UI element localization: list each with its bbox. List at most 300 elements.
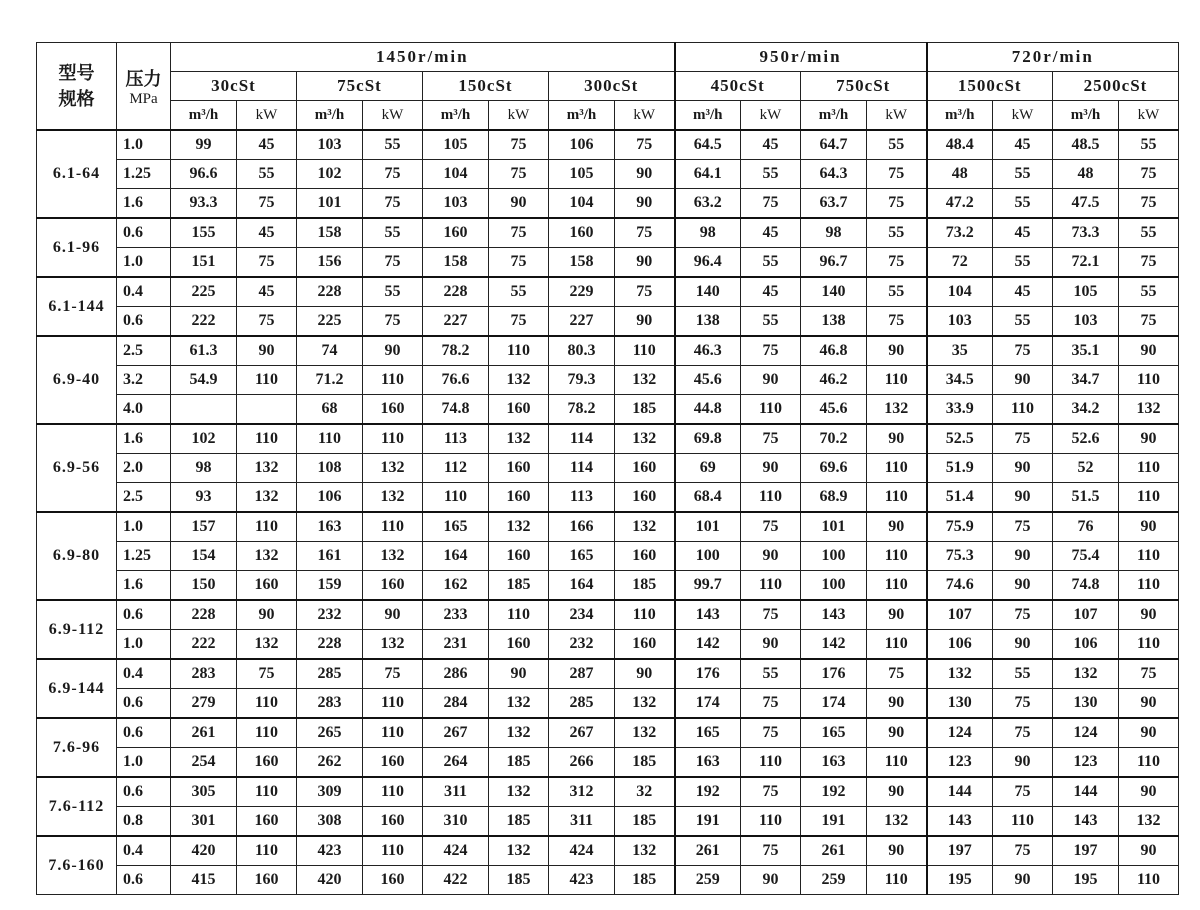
power-cell: 90 (489, 659, 549, 689)
power-cell: 132 (489, 718, 549, 748)
power-cell: 110 (867, 866, 927, 895)
flow-cell: 114 (549, 424, 615, 454)
flow-cell: 44.8 (675, 395, 741, 425)
flow-cell: 157 (171, 512, 237, 542)
power-cell: 90 (237, 336, 297, 366)
table-header (37, 43, 1179, 131)
flow-cell: 48.4 (927, 130, 993, 160)
power-cell: 75 (615, 277, 675, 307)
flow-cell: 227 (423, 307, 489, 337)
flow-cell: 262 (297, 748, 363, 778)
power-cell: 90 (615, 307, 675, 337)
power-cell: 110 (1119, 483, 1179, 513)
flow-cell: 228 (423, 277, 489, 307)
power-cell: 90 (993, 454, 1053, 483)
power-cell: 132 (615, 689, 675, 719)
flow-cell: 124 (1053, 718, 1119, 748)
flow-cell: 150 (171, 571, 237, 601)
power-cell: 160 (237, 866, 297, 895)
model-cell: 6.1-96 (37, 218, 117, 277)
flow-cell: 158 (549, 248, 615, 278)
flow-cell: 46.3 (675, 336, 741, 366)
flow-cell: 110 (297, 424, 363, 454)
power-unit-header: kW (237, 101, 297, 131)
flow-unit-header: m³/h (801, 101, 867, 131)
power-cell: 110 (741, 571, 801, 601)
pump-spec-table-container (36, 42, 1179, 895)
power-cell: 55 (1119, 277, 1179, 307)
flow-cell: 47.2 (927, 189, 993, 219)
flow-cell: 78.2 (549, 395, 615, 425)
flow-cell: 73.2 (927, 218, 993, 248)
flow-cell: 114 (549, 454, 615, 483)
power-cell: 110 (741, 748, 801, 778)
flow-cell: 103 (297, 130, 363, 160)
power-cell: 90 (867, 836, 927, 866)
pressure-header-unit: MPa (129, 90, 158, 107)
pressure-cell: 1.0 (117, 512, 171, 542)
power-cell: 90 (615, 659, 675, 689)
flow-cell: 265 (297, 718, 363, 748)
power-cell: 110 (1119, 571, 1179, 601)
flow-cell: 151 (171, 248, 237, 278)
power-cell: 90 (993, 630, 1053, 660)
flow-cell: 420 (171, 836, 237, 866)
flow-cell (171, 395, 237, 425)
power-cell: 90 (741, 454, 801, 483)
power-cell: 110 (615, 336, 675, 366)
flow-unit-header: m³/h (171, 101, 237, 131)
power-unit-header: kW (867, 101, 927, 131)
flow-cell: 45.6 (675, 366, 741, 395)
power-cell: 160 (615, 630, 675, 660)
power-cell: 90 (1119, 689, 1179, 719)
power-cell: 110 (615, 600, 675, 630)
flow-cell: 140 (675, 277, 741, 307)
flow-cell: 78.2 (423, 336, 489, 366)
flow-cell: 142 (801, 630, 867, 660)
model-cell: 6.1-64 (37, 130, 117, 218)
flow-cell: 164 (423, 542, 489, 571)
table-row (37, 777, 1179, 807)
power-cell: 55 (867, 218, 927, 248)
power-cell: 45 (237, 130, 297, 160)
model-cell: 6.9-144 (37, 659, 117, 718)
power-cell: 90 (867, 718, 927, 748)
flow-cell: 79.3 (549, 366, 615, 395)
flow-cell: 311 (423, 777, 489, 807)
table-row (37, 483, 1179, 513)
flow-cell: 99 (171, 130, 237, 160)
power-cell: 75 (489, 307, 549, 337)
flow-cell: 130 (1053, 689, 1119, 719)
flow-cell: 234 (549, 600, 615, 630)
power-cell: 32 (615, 777, 675, 807)
table-row (37, 571, 1179, 601)
pressure-cell: 1.25 (117, 542, 171, 571)
power-cell: 110 (1119, 454, 1179, 483)
power-cell: 132 (489, 689, 549, 719)
flow-cell: 261 (675, 836, 741, 866)
power-cell: 90 (867, 600, 927, 630)
flow-cell: 301 (171, 807, 237, 837)
flow-cell: 69 (675, 454, 741, 483)
flow-cell: 143 (801, 600, 867, 630)
viscosity-header: 150cSt (423, 72, 549, 101)
power-cell: 45 (237, 218, 297, 248)
power-cell: 110 (1119, 366, 1179, 395)
flow-unit-header: m³/h (423, 101, 489, 131)
power-cell: 75 (741, 189, 801, 219)
flow-cell: 69.8 (675, 424, 741, 454)
flow-cell: 110 (423, 483, 489, 513)
flow-cell: 312 (549, 777, 615, 807)
power-cell: 110 (867, 630, 927, 660)
flow-cell: 285 (549, 689, 615, 719)
flow-cell: 46.8 (801, 336, 867, 366)
flow-cell: 72 (927, 248, 993, 278)
power-cell: 55 (1119, 130, 1179, 160)
table-row (37, 277, 1179, 307)
model-cell: 6.9-80 (37, 512, 117, 600)
flow-cell: 68.9 (801, 483, 867, 513)
power-cell: 90 (867, 689, 927, 719)
power-cell: 75 (993, 512, 1053, 542)
power-cell: 90 (1119, 600, 1179, 630)
power-cell: 90 (993, 542, 1053, 571)
flow-cell: 113 (549, 483, 615, 513)
power-cell: 75 (615, 218, 675, 248)
power-cell: 90 (1119, 777, 1179, 807)
power-cell: 132 (489, 836, 549, 866)
flow-cell: 233 (423, 600, 489, 630)
pressure-cell: 1.6 (117, 189, 171, 219)
flow-cell: 52 (1053, 454, 1119, 483)
flow-cell: 71.2 (297, 366, 363, 395)
flow-cell: 74.8 (423, 395, 489, 425)
power-cell: 160 (363, 748, 423, 778)
pressure-cell: 2.5 (117, 336, 171, 366)
power-cell: 132 (867, 807, 927, 837)
flow-cell: 163 (675, 748, 741, 778)
power-cell: 132 (489, 777, 549, 807)
speed-header: 720r/min (927, 43, 1179, 72)
flow-cell: 261 (801, 836, 867, 866)
flow-cell: 422 (423, 866, 489, 895)
power-cell: 55 (993, 307, 1053, 337)
flow-cell: 225 (297, 307, 363, 337)
power-cell: 90 (993, 866, 1053, 895)
table-row (37, 630, 1179, 660)
flow-cell: 35 (927, 336, 993, 366)
flow-cell: 51.5 (1053, 483, 1119, 513)
power-cell: 45 (741, 130, 801, 160)
flow-cell: 423 (297, 836, 363, 866)
flow-cell: 103 (927, 307, 993, 337)
flow-cell: 105 (423, 130, 489, 160)
power-cell: 75 (867, 189, 927, 219)
power-cell: 185 (615, 807, 675, 837)
power-cell: 90 (993, 571, 1053, 601)
power-cell: 110 (363, 512, 423, 542)
flow-unit-header: m³/h (927, 101, 993, 131)
flow-cell: 74.6 (927, 571, 993, 601)
power-cell: 110 (741, 807, 801, 837)
power-cell: 132 (237, 630, 297, 660)
power-cell: 45 (993, 218, 1053, 248)
power-cell: 55 (993, 659, 1053, 689)
flow-cell: 164 (549, 571, 615, 601)
power-cell: 75 (867, 248, 927, 278)
power-cell: 160 (237, 807, 297, 837)
flow-cell: 264 (423, 748, 489, 778)
flow-cell: 166 (549, 512, 615, 542)
power-cell: 160 (363, 866, 423, 895)
power-cell: 90 (363, 600, 423, 630)
flow-cell: 105 (549, 160, 615, 189)
power-cell: 75 (1119, 248, 1179, 278)
power-unit-header: kW (363, 101, 423, 131)
flow-cell: 254 (171, 748, 237, 778)
power-cell: 132 (489, 512, 549, 542)
power-cell: 75 (615, 130, 675, 160)
flow-cell: 195 (927, 866, 993, 895)
power-cell: 55 (489, 277, 549, 307)
power-cell: 185 (615, 748, 675, 778)
flow-cell: 140 (801, 277, 867, 307)
flow-cell: 284 (423, 689, 489, 719)
flow-cell: 159 (297, 571, 363, 601)
table-row (37, 866, 1179, 895)
power-cell: 55 (993, 248, 1053, 278)
flow-cell: 285 (297, 659, 363, 689)
flow-cell: 232 (549, 630, 615, 660)
power-cell: 75 (237, 248, 297, 278)
pressure-cell: 0.6 (117, 866, 171, 895)
flow-cell: 46.2 (801, 366, 867, 395)
power-cell: 132 (237, 454, 297, 483)
speed-header: 1450r/min (171, 43, 675, 72)
flow-cell: 143 (1053, 807, 1119, 837)
flow-cell: 51.4 (927, 483, 993, 513)
flow-cell: 310 (423, 807, 489, 837)
flow-cell: 132 (1053, 659, 1119, 689)
power-cell: 90 (867, 777, 927, 807)
power-cell: 75 (237, 189, 297, 219)
power-cell: 160 (363, 807, 423, 837)
flow-cell: 34.5 (927, 366, 993, 395)
table-row (37, 807, 1179, 837)
power-cell: 132 (615, 424, 675, 454)
power-cell: 132 (615, 366, 675, 395)
power-cell: 75 (741, 689, 801, 719)
model-cell: 6.9-112 (37, 600, 117, 659)
power-cell: 110 (867, 454, 927, 483)
power-cell: 75 (867, 160, 927, 189)
flow-cell: 174 (675, 689, 741, 719)
viscosity-header: 2500cSt (1053, 72, 1179, 101)
power-cell: 185 (615, 866, 675, 895)
flow-cell: 309 (297, 777, 363, 807)
power-cell: 110 (867, 483, 927, 513)
power-cell: 55 (237, 160, 297, 189)
power-cell: 55 (1119, 218, 1179, 248)
power-cell: 75 (993, 718, 1053, 748)
flow-unit-header: m³/h (1053, 101, 1119, 131)
model-header-line1: 型号 (58, 63, 95, 83)
flow-cell: 176 (675, 659, 741, 689)
flow-cell: 64.1 (675, 160, 741, 189)
pressure-cell: 0.4 (117, 659, 171, 689)
power-cell: 132 (363, 542, 423, 571)
flow-cell: 104 (423, 160, 489, 189)
flow-cell: 100 (801, 542, 867, 571)
pressure-header-label: 压力 (125, 68, 162, 89)
power-cell: 75 (237, 307, 297, 337)
power-cell: 55 (741, 659, 801, 689)
flow-cell: 100 (675, 542, 741, 571)
flow-cell: 48.5 (1053, 130, 1119, 160)
flow-cell: 34.7 (1053, 366, 1119, 395)
flow-cell: 160 (549, 218, 615, 248)
power-cell: 110 (363, 366, 423, 395)
power-unit-header: kW (1119, 101, 1179, 131)
flow-cell: 165 (549, 542, 615, 571)
power-cell: 75 (1119, 659, 1179, 689)
power-cell: 132 (363, 483, 423, 513)
flow-cell: 101 (297, 189, 363, 219)
power-cell: 110 (489, 336, 549, 366)
flow-cell: 163 (297, 512, 363, 542)
power-cell: 75 (741, 777, 801, 807)
pressure-cell: 0.6 (117, 777, 171, 807)
power-cell: 90 (1119, 836, 1179, 866)
power-cell: 132 (489, 424, 549, 454)
power-cell: 90 (1119, 424, 1179, 454)
power-cell: 75 (489, 218, 549, 248)
flow-cell: 228 (297, 277, 363, 307)
power-cell: 110 (1119, 630, 1179, 660)
flow-cell: 161 (297, 542, 363, 571)
flow-cell: 76.6 (423, 366, 489, 395)
model-header (37, 43, 117, 131)
power-cell: 132 (237, 542, 297, 571)
power-cell: 75 (1119, 160, 1179, 189)
table-row (37, 542, 1179, 571)
power-cell: 90 (993, 366, 1053, 395)
power-cell: 110 (363, 689, 423, 719)
flow-cell: 102 (171, 424, 237, 454)
flow-cell: 105 (1053, 277, 1119, 307)
flow-cell: 75.3 (927, 542, 993, 571)
power-cell: 160 (237, 748, 297, 778)
flow-cell: 101 (675, 512, 741, 542)
power-cell: 185 (489, 866, 549, 895)
power-cell: 55 (363, 277, 423, 307)
flow-cell: 107 (927, 600, 993, 630)
power-cell: 75 (993, 689, 1053, 719)
power-cell: 132 (489, 366, 549, 395)
power-cell: 90 (1119, 512, 1179, 542)
power-cell: 160 (237, 571, 297, 601)
flow-cell: 261 (171, 718, 237, 748)
model-cell: 6.9-56 (37, 424, 117, 512)
pressure-cell: 0.4 (117, 836, 171, 866)
flow-cell: 311 (549, 807, 615, 837)
power-cell: 110 (363, 836, 423, 866)
power-cell: 45 (993, 277, 1053, 307)
power-unit-header: kW (615, 101, 675, 131)
power-cell: 75 (363, 248, 423, 278)
flow-cell: 308 (297, 807, 363, 837)
flow-cell: 415 (171, 866, 237, 895)
power-cell: 110 (867, 366, 927, 395)
flow-cell: 232 (297, 600, 363, 630)
flow-cell: 143 (675, 600, 741, 630)
power-cell: 75 (867, 659, 927, 689)
power-cell: 110 (867, 542, 927, 571)
flow-cell: 68.4 (675, 483, 741, 513)
flow-cell: 98 (171, 454, 237, 483)
flow-cell: 144 (1053, 777, 1119, 807)
flow-cell: 165 (423, 512, 489, 542)
pressure-cell: 0.6 (117, 689, 171, 719)
power-cell: 132 (363, 454, 423, 483)
flow-cell: 108 (297, 454, 363, 483)
table-row (37, 600, 1179, 630)
power-cell: 90 (615, 248, 675, 278)
power-cell: 110 (237, 689, 297, 719)
flow-cell: 103 (1053, 307, 1119, 337)
viscosity-header: 450cSt (675, 72, 801, 101)
table-row (37, 130, 1179, 160)
flow-cell: 63.7 (801, 189, 867, 219)
flow-cell: 68 (297, 395, 363, 425)
power-cell: 75 (993, 336, 1053, 366)
viscosity-header: 30cSt (171, 72, 297, 101)
flow-unit-header: m³/h (549, 101, 615, 131)
flow-cell: 138 (801, 307, 867, 337)
flow-cell: 102 (297, 160, 363, 189)
flow-cell: 423 (549, 866, 615, 895)
power-cell: 110 (237, 718, 297, 748)
flow-cell: 195 (1053, 866, 1119, 895)
power-cell: 75 (867, 307, 927, 337)
pressure-cell: 0.6 (117, 718, 171, 748)
power-cell: 132 (615, 512, 675, 542)
viscosity-header: 1500cSt (927, 72, 1053, 101)
table-row (37, 689, 1179, 719)
power-cell: 55 (741, 160, 801, 189)
flow-cell: 283 (297, 689, 363, 719)
power-cell: 160 (615, 454, 675, 483)
power-cell: 160 (615, 483, 675, 513)
flow-cell: 113 (423, 424, 489, 454)
flow-cell: 156 (297, 248, 363, 278)
flow-cell: 267 (423, 718, 489, 748)
power-cell: 110 (1119, 866, 1179, 895)
power-cell: 90 (741, 866, 801, 895)
table-row (37, 718, 1179, 748)
power-cell: 185 (615, 395, 675, 425)
power-cell: 110 (1119, 748, 1179, 778)
flow-cell: 165 (675, 718, 741, 748)
power-cell: 75 (363, 307, 423, 337)
power-cell: 110 (867, 571, 927, 601)
flow-cell: 72.1 (1053, 248, 1119, 278)
flow-cell: 227 (549, 307, 615, 337)
flow-cell: 424 (423, 836, 489, 866)
